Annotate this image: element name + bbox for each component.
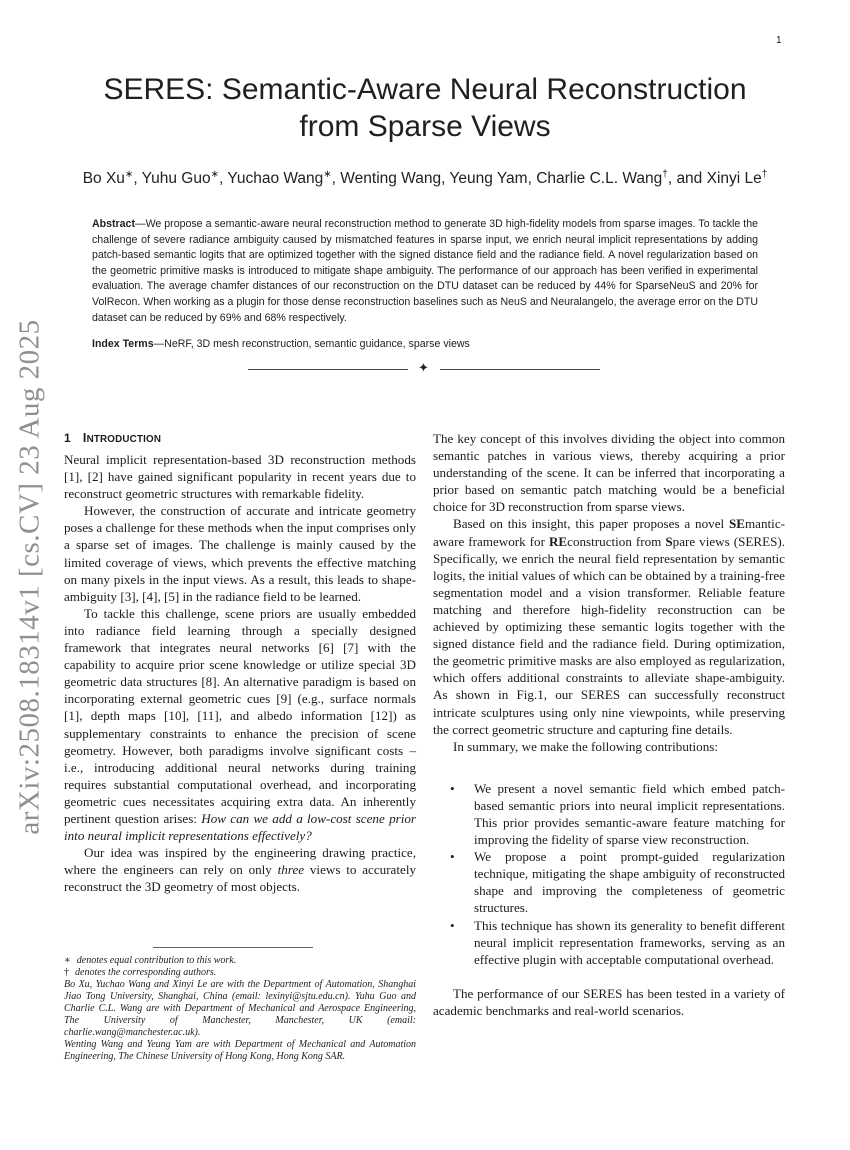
footnote-equal-contribution	[64, 955, 416, 967]
contribution-item: • We present a novel semantic field which embed patch-based semantic priors into neural implicit representations. This prior provides semantic-aware feature matching for improving the fidelity of sparse view reconstruction.	[433, 780, 785, 848]
paragraph: However, the construction of accurate and intricate geometry poses a challenge for these methods when the input comprises only a sparse set of images. The challenge is mainly caused by the limited coverage of views, which prevents the effective matching on many pixels in the input views. As a result, this leads to shape-ambiguity [3], [4], [5] in the radiance field to be learned.	[64, 503, 416, 604]
footnote-affiliation: Bo Xu, Yuchao Wang and Xinyi Le are with the Department of Automation, Shanghai Jiao Tong University, Shanghai, China (email: lexinyi@sjtu.edu.cn). Yuhu Guo and Charlie C.L. Wang are with Department of Mechanical and Aerospace Engineering, The University of Manchester, Manchester, UK (email: charlie.wang@manchester.ac.uk).	[64, 979, 416, 1038]
index-terms	[92, 338, 758, 350]
paragraph-text: pare views (SERES). Specifically, we enrich the neural field representation by semantic logits, the initial values of which can be obtained by a training-free segmentation model and a vision transformer. Reliable feature matching and therefore high-fidelity reconstruction can be achieved by optimizing these semantic logits together with the signed distance field and the radiance field. During optimization, the geometric primitive masks are also employed as regularization, which offers additional constraints to alleviate shape-ambiguity. As shown in Fig.1, our SERES can successfully reconstruct intricate sculptures using only nine viewpoints, while preserving the correct geometric structure and capturing fine details.	[433, 533, 786, 737]
divider-rule-left	[248, 369, 408, 370]
abstract-text: —We propose a semantic-aware neural reconstruction method to generate 3D high-fidelity models from sparse images. To tackle the challenge of severe radiance ambiguity caused by mismatched features in sparse input, we enrich neural implicit representations by adding patch-based semantic logits that are optimized together with the signed distance field and the radiance field. A novel regularization based on the geometric primitive masks is introduced to mitigate shape ambiguity. The performance of our approach has been verified in experimental evaluation. The average chamfer distances of our reconstruction on the DTU dataset can be reduced by 44% for SparseNeuS and 20% for VolRecon. When working as a plugin for those dense reconstruction baselines such as NeuS and Neuralangelo, the average error on the DTU dataset can be reduced by 69% and 68% respectively.	[92, 218, 758, 324]
contribution-list	[433, 780, 785, 968]
corresponding-author-mark: †	[662, 169, 668, 180]
title-line-2: from Sparse Views	[299, 110, 551, 143]
author-names: Wenting Wang, Yeung Yam, Charlie C.L. Wang	[340, 170, 663, 188]
divider-ornament-icon: ✦	[418, 361, 429, 376]
section-number: 1	[64, 431, 71, 445]
title-line-1: SERES: Semantic-Aware Neural Reconstruction	[103, 73, 747, 106]
index-terms-text: —NeRF, 3D mesh reconstruction, semantic guidance, sparse views	[153, 338, 470, 350]
author-name: Bo Xu	[82, 170, 125, 188]
paragraph	[64, 844, 416, 895]
page-number: 1	[776, 35, 782, 46]
footnote-affiliation: Wenting Wang and Yeung Yam are with Department of Mechanical and Automation Engineering, The Chinese University of Hong Kong, Hong Kong SAR.	[64, 1039, 416, 1062]
paragraph-text: views to accurately reconstruct the 3D geometry of most objects.	[64, 862, 416, 895]
acronym-letter: RE	[548, 533, 568, 549]
paragraph: In summary, we make the following contributions:	[453, 738, 718, 754]
footnote-rule	[153, 947, 313, 948]
abstract-label: Abstract	[92, 218, 135, 230]
footnote-text: denotes the corresponding authors.	[75, 967, 217, 978]
paragraph	[64, 605, 416, 844]
equal-contribution-mark: ∗	[210, 169, 219, 180]
section-title-initial: I	[82, 431, 87, 445]
author-name: Yuhu Guo	[141, 170, 211, 188]
abstract	[92, 217, 758, 326]
equal-contribution-mark: ∗	[124, 169, 134, 180]
paragraph: The performance of our SERES has been tested in a variety of academic benchmarks and real-world scenarios.	[433, 985, 785, 1018]
left-column	[64, 430, 416, 895]
contribution-item: • We propose a point prompt-guided regularization technique, mitigating the shape ambiguity of reconstructed shape and improving the completeness of geometric structures.	[433, 848, 785, 916]
footnotes	[64, 955, 416, 1063]
paragraph: The key concept of this involves dividing the object into common semantic patches in various views, thereby acquiring a prior understanding of the scene. It can be inferred that incorporating a prior based on semantic patch matching would be a beneficial choice for 3D reconstruction from sparse views.	[433, 431, 785, 515]
section-heading-introduction	[64, 430, 416, 448]
contribution-item: • This technique has shown its generality to benefit different neural implicit representation frameworks, serving as an effective plugin with acceptable computational overhead.	[433, 917, 785, 968]
index-terms-label: Index Terms	[92, 338, 154, 350]
author-name: Yuchao Wang	[227, 170, 324, 188]
acronym-letter: S	[665, 533, 673, 549]
right-column	[433, 430, 785, 1019]
author-list: Bo Xu∗, Yuhu Guo∗, Yuchao Wang∗, Wenting Wang, Yeung Yam, Charlie C.L. Wang†, and Xinyi Le†	[82, 169, 768, 188]
footnote-mark: ∗	[64, 955, 71, 966]
paragraph-text: mantic-aware framework for	[433, 516, 785, 549]
research-question: How can we add a low-cost scene prior into neural implicit representations effectively?	[64, 810, 416, 844]
paragraph-text: Based on this insight, this paper proposes a novel	[453, 516, 729, 532]
paragraph-text: construction from	[567, 533, 666, 549]
paragraph	[433, 515, 785, 737]
section-divider	[248, 360, 602, 378]
acronym-letter: SE	[728, 516, 745, 532]
paper-title	[100, 71, 750, 145]
arxiv-identifier-stamp: arXiv:2508.18314v1 [cs.CV] 23 Aug 2025	[13, 319, 46, 835]
section-title-rest: NTRODUCTION	[86, 434, 162, 445]
footnote-corresponding	[64, 967, 416, 979]
paragraph: Neural implicit representation-based 3D reconstruction methods [1], [2] have gained significant popularity in recent years due to reconstruct geometric structures with remarkable fidelity.	[64, 452, 416, 502]
equal-contribution-mark: ∗	[323, 169, 332, 180]
footnote-mark: †	[64, 967, 69, 978]
author-name: and Xinyi Le	[676, 170, 762, 188]
emphasis-text: three	[277, 862, 305, 878]
paragraph-text: To tackle this challenge, scene priors are usually embedded into radiance field learning through a specially designed framework that integrates neural networks [6] [7] with the capability to acquire prior scene knowledge or utilize special 3D geometric data structures [8]. An alternative paradigm is based on incorporating external geometric cues [9] (e.g., surface normals [1], depth maps [10], [11], and albedo information [12]) as supplementary constraints to enhance the precision of scene geometry. However, both paradigms involve significant costs – i.e., introducing additional neural networks during training requires substantial computational overhead, and incorporating geometric cues necessitates acquiring extra data. An inherently pertinent question arises:	[64, 605, 416, 826]
footnote-text: denotes equal contribution to this work.	[76, 955, 237, 966]
corresponding-author-mark: †	[761, 169, 768, 180]
divider-rule-right	[440, 369, 600, 370]
paragraph-text: Our idea was inspired by the engineering drawing practice, where the engineers can rely on only	[64, 845, 416, 878]
